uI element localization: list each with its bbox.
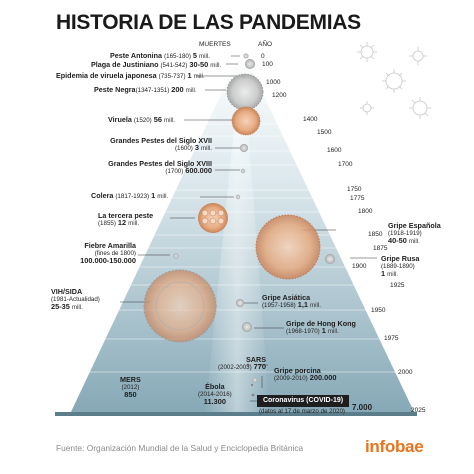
virus-tercera-peste-icon bbox=[198, 203, 228, 233]
brand-logo: infobae bbox=[365, 437, 424, 456]
year-tick-label: 1875 bbox=[373, 245, 388, 252]
pandemic-sars: SARS (2002-2003) 770 bbox=[217, 355, 266, 372]
year-tick-label: 1800 bbox=[358, 208, 373, 215]
year-tick-label: 2025 bbox=[411, 407, 426, 414]
virus-justiniano-icon bbox=[245, 59, 255, 69]
pandemic-viruela-japonesa: Epidemia de viruela japonesa (735-737) 1 mill. bbox=[56, 71, 205, 80]
pandemic-justiniano: Plaga de Justiniano (541-542) 30-50 mill. bbox=[91, 60, 222, 69]
source-footer: Fuente: Organización Mundial de la Salud y Enciclopedia Británica bbox=[56, 443, 304, 453]
pandemic-fiebre-amarilla: Fiebre Amarilla (fines de 1800) 100.000-150.000 bbox=[80, 241, 136, 266]
pandemic-covid-deaths: 7.000 bbox=[352, 403, 373, 412]
year-tick-label: 1775 bbox=[350, 195, 365, 202]
year-tick-label: 2000 bbox=[398, 369, 413, 376]
pandemic-gripe-espanola: Gripe Española (1918-1919) 40-50 mill. bbox=[388, 221, 441, 246]
year-column-header: AÑO bbox=[258, 41, 273, 48]
pandemic-peste-negra: Peste Negra(1347-1351) 200 mill. bbox=[94, 85, 197, 94]
pandemic-xvii: Grandes Pestes del Siglo XVII (1600) 3 mill. bbox=[110, 136, 212, 153]
year-tick-label: 1900 bbox=[352, 263, 367, 270]
year-tick-label: 1925 bbox=[390, 282, 405, 289]
pandemic-ebola: Ébola (2014-2016) 11.300 bbox=[198, 382, 232, 407]
virus-porcina-icon bbox=[253, 378, 258, 383]
decorative-virus-icon bbox=[382, 69, 406, 93]
year-tick-label: 100 bbox=[262, 61, 273, 68]
decorative-virus-icon bbox=[360, 101, 374, 115]
decorative-virus-icon bbox=[357, 42, 377, 62]
virus-xviii-icon bbox=[241, 169, 245, 173]
pandemic-tercera-peste: La tercera peste (1855) 12 mill. bbox=[98, 211, 154, 228]
pandemic-covid-period: (datos al 17 de marzo de 2020) bbox=[259, 408, 345, 415]
pandemic-gripe-hongkong: Gripe de Hong Kong (1968-1970) 1 mill. bbox=[286, 319, 356, 336]
virus-fiebre-amarilla-icon bbox=[174, 254, 179, 259]
pandemic-gripe-porcina: Gripe porcina (2009-2010) 200.000 bbox=[274, 366, 337, 383]
virus-hongkong-icon bbox=[242, 322, 252, 332]
year-tick-label: 1400 bbox=[303, 116, 318, 123]
pandemic-mers: MERS (2012) 850 bbox=[120, 375, 141, 400]
pandemic-viruela: Viruela (1520) 56 mill. bbox=[108, 115, 175, 124]
year-tick-label: 1950 bbox=[371, 307, 386, 314]
virus-gripe-espanola-icon bbox=[256, 215, 320, 279]
year-tick-label: 1700 bbox=[338, 161, 353, 168]
virus-mers-icon bbox=[251, 384, 253, 386]
virus-viruela-icon bbox=[232, 107, 260, 135]
year-tick-label: 1500 bbox=[317, 129, 332, 136]
year-tick-label: 1000 bbox=[266, 79, 281, 86]
page-title: HISTORIA DE LAS PANDEMIAS bbox=[56, 11, 361, 34]
pandemic-antonina: Peste Antonina (165-180) 5 mill. bbox=[110, 51, 211, 60]
year-tick-label: 1200 bbox=[272, 92, 287, 99]
decorative-virus-icon bbox=[409, 47, 427, 65]
virus-gripe-asiatica-icon bbox=[236, 299, 244, 307]
pandemic-gripe-rusa: Gripe Rusa (1889-1890) 1 mill. bbox=[381, 254, 420, 279]
year-tick-label: 1850 bbox=[368, 231, 383, 238]
pandemic-covid-name: Coronavirus (COVID-19) bbox=[257, 395, 349, 407]
pandemic-gripe-asiatica: Gripe Asiática (1957-1958) 1,1 mill. bbox=[262, 293, 321, 310]
virus-peste-negra-icon bbox=[227, 74, 263, 110]
year-tick-label: 1750 bbox=[347, 186, 362, 193]
deaths-column-header: MUERTES bbox=[199, 41, 231, 48]
year-tick-label: 1975 bbox=[384, 335, 399, 342]
year-tick-label: 1600 bbox=[327, 147, 342, 154]
pandemic-xviii: Grandes Pestes del Siglo XVIII (1700) 600.000 bbox=[108, 159, 212, 176]
virus-antonina-icon bbox=[244, 54, 249, 59]
pyramid-base bbox=[55, 412, 417, 416]
virus-ebola-icon bbox=[252, 394, 255, 397]
virus-vih-icon bbox=[144, 270, 216, 342]
virus-colera-icon bbox=[236, 195, 240, 199]
year-tick-label: 0 bbox=[261, 53, 265, 60]
virus-gripe-rusa-icon bbox=[325, 254, 335, 264]
pandemic-vih: VIH/SIDA (1981-Actualidad) 25-35 mill. bbox=[51, 287, 100, 312]
virus-xvii-icon bbox=[240, 144, 248, 152]
pandemic-colera: Colera (1817-1923) 1 mill. bbox=[91, 191, 169, 200]
decorative-virus-icon bbox=[409, 97, 431, 119]
